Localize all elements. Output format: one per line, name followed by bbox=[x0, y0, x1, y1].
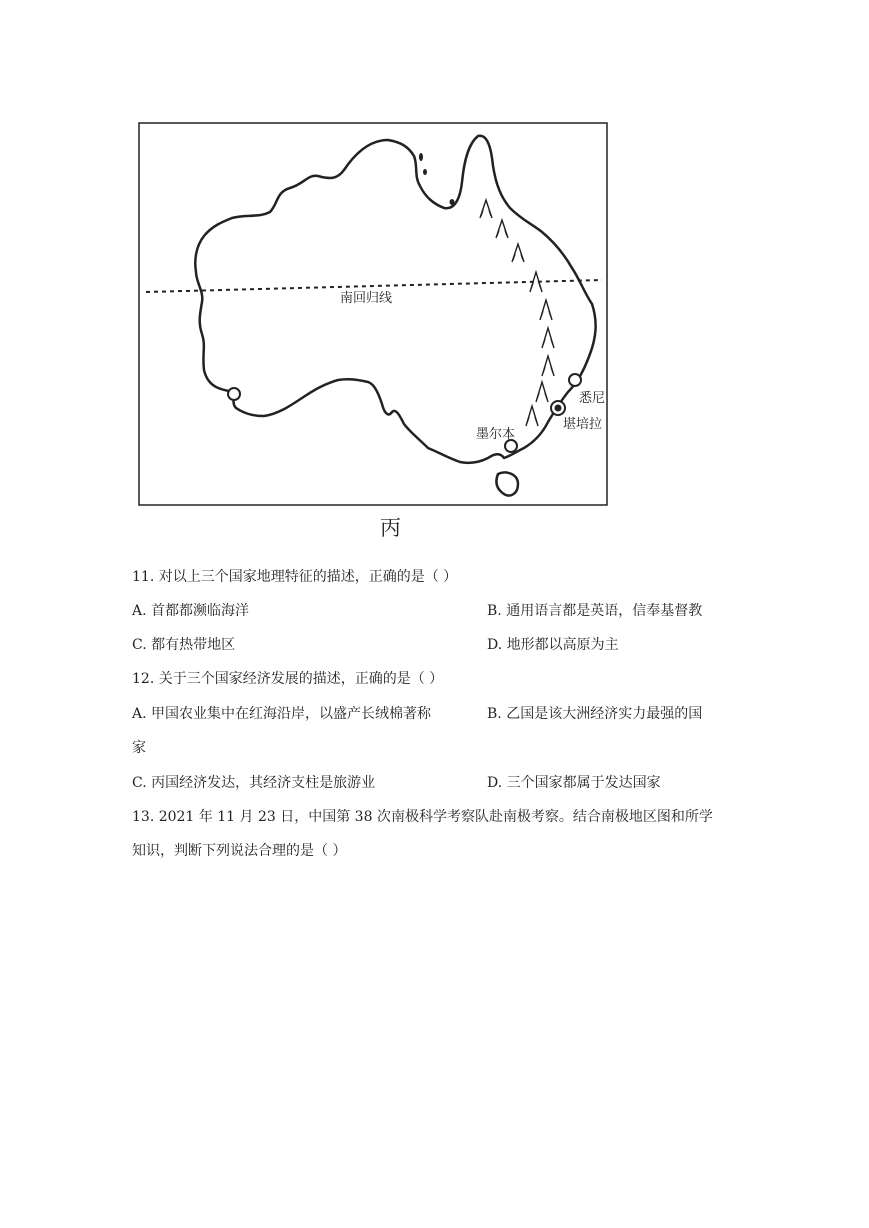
sydney-marker bbox=[569, 374, 581, 386]
figure-caption: 丙 bbox=[380, 516, 401, 540]
canberra-capital-dot bbox=[555, 405, 562, 412]
question-11-option-a: A. 首都都濒临海洋 bbox=[132, 603, 250, 619]
question-13-stem-line1: 13. 2021 年 11 月 23 日，中国第 38 次南极科学考察队赴南极考察。结合南极地区图和所学 bbox=[132, 809, 713, 825]
question-12-option-c: C. 丙国经济发达，其经济支柱是旅游业 bbox=[132, 775, 376, 791]
question-11-option-c: C. 都有热带地区 bbox=[132, 637, 236, 653]
australia-map bbox=[138, 122, 608, 506]
island bbox=[419, 153, 423, 161]
question-11-option-d: D. 地形都以高原为主 bbox=[487, 637, 619, 653]
question-13-stem-line2: 知识，判断下列说法合理的是（ ） bbox=[132, 843, 347, 859]
map-frame bbox=[139, 123, 607, 505]
perth-marker bbox=[228, 388, 240, 400]
island bbox=[423, 169, 427, 175]
city-label-sydney: 悉尼 bbox=[579, 391, 606, 406]
city-label-canberra: 堪培拉 bbox=[563, 417, 603, 432]
question-12-option-b: B. 乙国是该大洲经济实力最强的国 bbox=[487, 706, 703, 722]
question-11-stem: 11. 对以上三个国家地理特征的描述，正确的是（ ） bbox=[132, 569, 458, 585]
australia-map-figure bbox=[138, 122, 608, 506]
question-12-option-b-continued: 家 bbox=[132, 740, 146, 756]
question-12-option-a: A. 甲国农业集中在红海沿岸，以盛产长绒棉著称 bbox=[132, 706, 432, 722]
island bbox=[450, 199, 455, 205]
tropic-label: 南回归线 bbox=[340, 291, 393, 306]
question-12-option-d: D. 三个国家都属于发达国家 bbox=[487, 775, 661, 791]
city-label-melbourne: 墨尔本 bbox=[476, 427, 516, 442]
question-11-option-b: B. 通用语言都是英语，信奉基督教 bbox=[487, 603, 703, 619]
question-12-stem: 12. 关于三个国家经济发展的描述，正确的是（ ） bbox=[132, 671, 444, 687]
